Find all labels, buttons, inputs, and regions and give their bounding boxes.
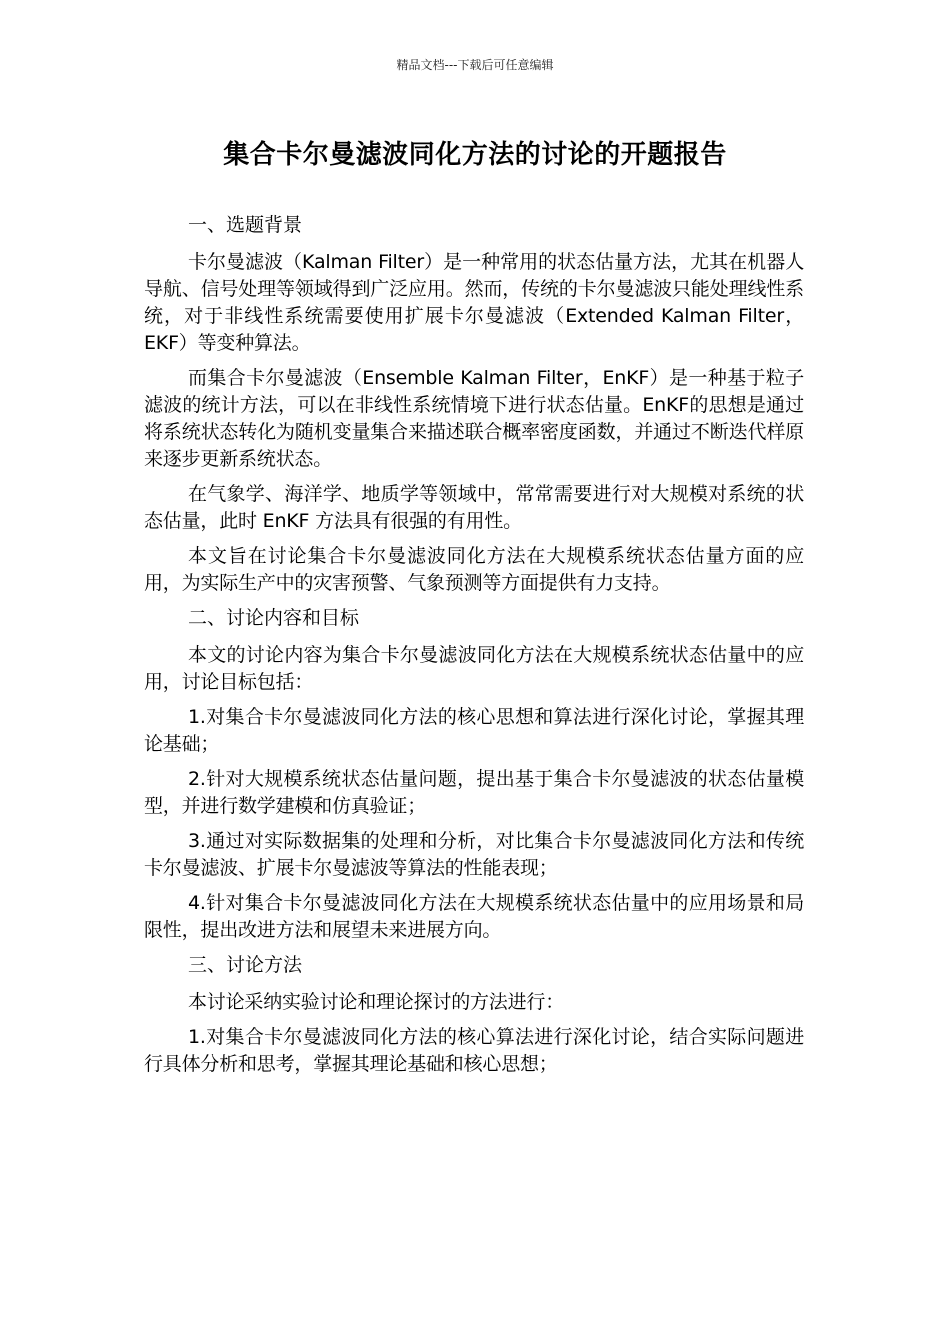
goal-item-3: 3.通过对实际数据集的处理和分析，对比集合卡尔曼滤波同化方法和传统卡尔曼滤波、扩展卡尔曼滤波等算法的性能表现； bbox=[144, 830, 804, 879]
goal-item-2: 2.针对大规模系统状态估量问题，提出基于集合卡尔曼滤波的状态估量模型，并进行数学建模和仿真验证； bbox=[144, 768, 804, 817]
page-header: 精品文档---下载后可任意编辑 bbox=[396, 58, 554, 72]
paragraph-enkf-intro: 而集合卡尔曼滤波（Ensemble Kalman Filter，EnKF）是一种基于粒子滤波的统计方法，可以在非线性系统情境下进行状态估量。EnKF的思想是通过将系统状态转化为随机变量集合来描述联合概率密度函数，并通过不断迭代样原来逐步更新系统状态。 bbox=[144, 367, 804, 470]
section-heading-methods: 三、讨论方法 bbox=[188, 954, 303, 976]
document-body bbox=[144, 212, 804, 1086]
section-heading-background: 一、选题背景 bbox=[188, 214, 303, 236]
paragraph-applications: 在气象学、海洋学、地质学等领域中，常常需要进行对大规模对系统的状态估量，此时 EnKF 方法具有很强的有用性。 bbox=[144, 483, 804, 532]
paragraph-purpose: 本文旨在讨论集合卡尔曼滤波同化方法在大规模系统状态估量方面的应用，为实际生产中的灾害预警、气象预测等方面提供有力支持。 bbox=[144, 545, 804, 594]
paragraph-kalman-intro: 卡尔曼滤波（Kalman Filter）是一种常用的状态估量方法，尤其在机器人导航、信号处理等领域得到广泛应用。然而，传统的卡尔曼滤波只能处理线性系统，对于非线性系统需要使用扩展卡尔曼滤波（Extended Kalman Filter，EKF）等变种算法。 bbox=[144, 251, 804, 354]
section-heading-content-goals: 二、讨论内容和目标 bbox=[188, 607, 360, 629]
paragraph-content-overview: 本文的讨论内容为集合卡尔曼滤波同化方法在大规模系统状态估量中的应用，讨论目标包括： bbox=[144, 644, 804, 693]
document-title: 集合卡尔曼滤波同化方法的讨论的开题报告 bbox=[223, 140, 727, 170]
method-item-1: 1.对集合卡尔曼滤波同化方法的核心算法进行深化讨论，结合实际问题进行具体分析和思考，掌握其理论基础和核心思想； bbox=[144, 1026, 804, 1075]
paragraph-methods-overview: 本讨论采纳实验讨论和理论探讨的方法进行： bbox=[188, 991, 565, 1013]
goal-item-1: 1.对集合卡尔曼滤波同化方法的核心思想和算法进行深化讨论，掌握其理论基础； bbox=[144, 706, 804, 755]
goal-item-4: 4.针对集合卡尔曼滤波同化方法在大规模系统状态估量中的应用场景和局限性，提出改进方法和展望未来进展方向。 bbox=[144, 892, 804, 941]
